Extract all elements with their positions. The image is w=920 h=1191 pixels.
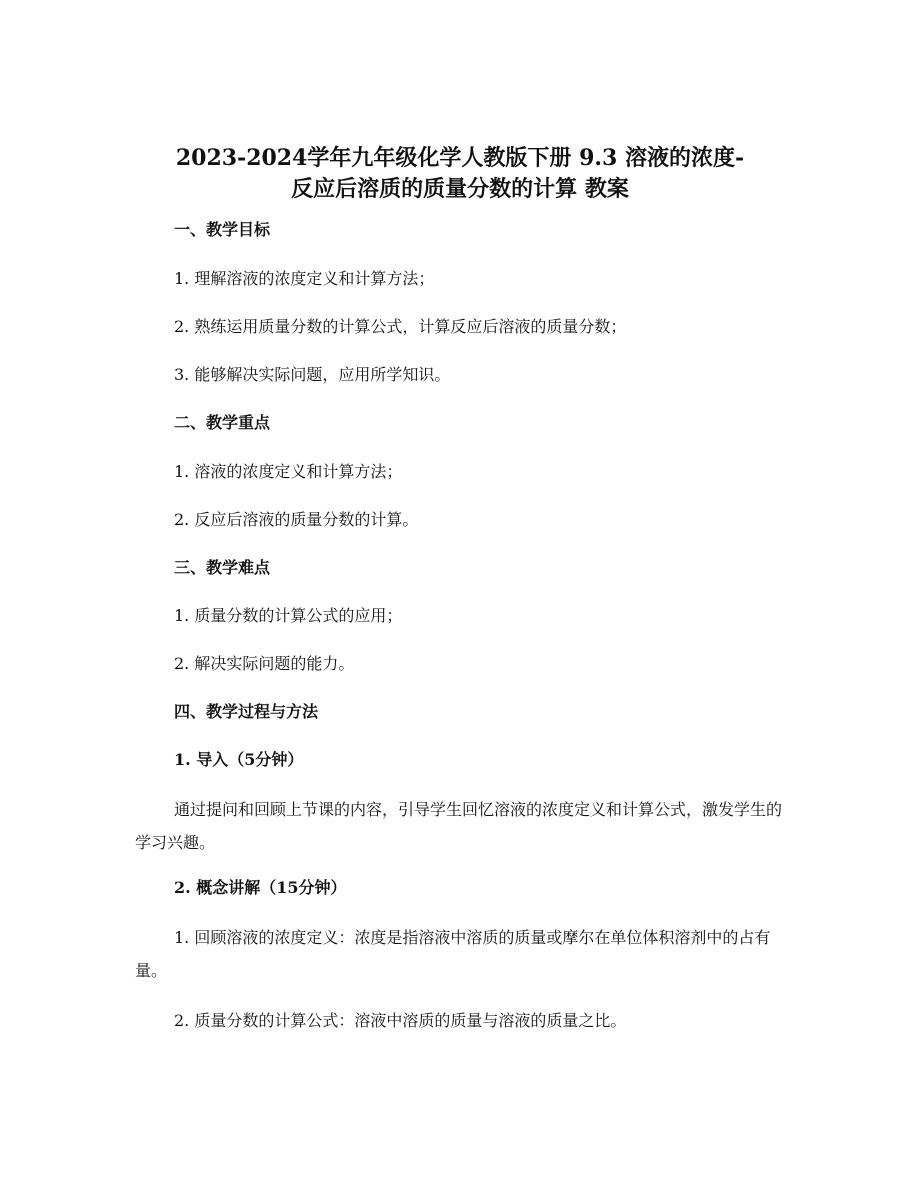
- key-point-item-1: 1. 溶液的浓度定义和计算方法；: [174, 462, 403, 481]
- process-step-paragraph-concepts-2: 2. 质量分数的计算公式：溶液中溶质的质量与溶液的质量之比。: [174, 1011, 627, 1030]
- goal-item-2: 2. 熟练运用质量分数的计算公式，计算反应后溶液的质量分数；: [174, 317, 627, 336]
- process-step-paragraph-intro: 通过提问和回顾上节课的内容，引导学生回忆溶液的浓度定义和计算公式，激发学生的学习兴趣。: [135, 800, 783, 852]
- goal-item-1: 1. 理解溶液的浓度定义和计算方法；: [174, 269, 435, 288]
- section-heading-difficulties: 三、教学难点: [174, 558, 271, 577]
- document-title-line-2: 反应后溶质的质量分数的计算 教案: [291, 176, 629, 202]
- difficulty-item-2: 2. 解决实际问题的能力。: [174, 654, 355, 673]
- section-heading-process: 四、教学过程与方法: [174, 702, 319, 721]
- process-step-heading-intro: 1. 导入（5分钟）: [174, 750, 304, 769]
- difficulty-item-1: 1. 质量分数的计算公式的应用；: [174, 606, 403, 625]
- goal-item-3: 3. 能够解决实际问题，应用所学知识。: [174, 365, 451, 384]
- process-step-heading-concepts: 2. 概念讲解（15分钟）: [174, 878, 347, 897]
- section-heading-goals: 一、教学目标: [174, 220, 271, 239]
- document-title-line-1: 2023-2024学年九年级化学人教版下册 9.3 溶液的浓度-: [175, 145, 745, 171]
- process-step-paragraph-concepts-1: 1. 回顾溶液的浓度定义：浓度是指溶液中溶质的质量或摩尔在单位体积溶剂中的占有量。: [135, 928, 771, 980]
- section-heading-key-points: 二、教学重点: [174, 413, 271, 432]
- key-point-item-2: 2. 反应后溶液的质量分数的计算。: [174, 510, 419, 529]
